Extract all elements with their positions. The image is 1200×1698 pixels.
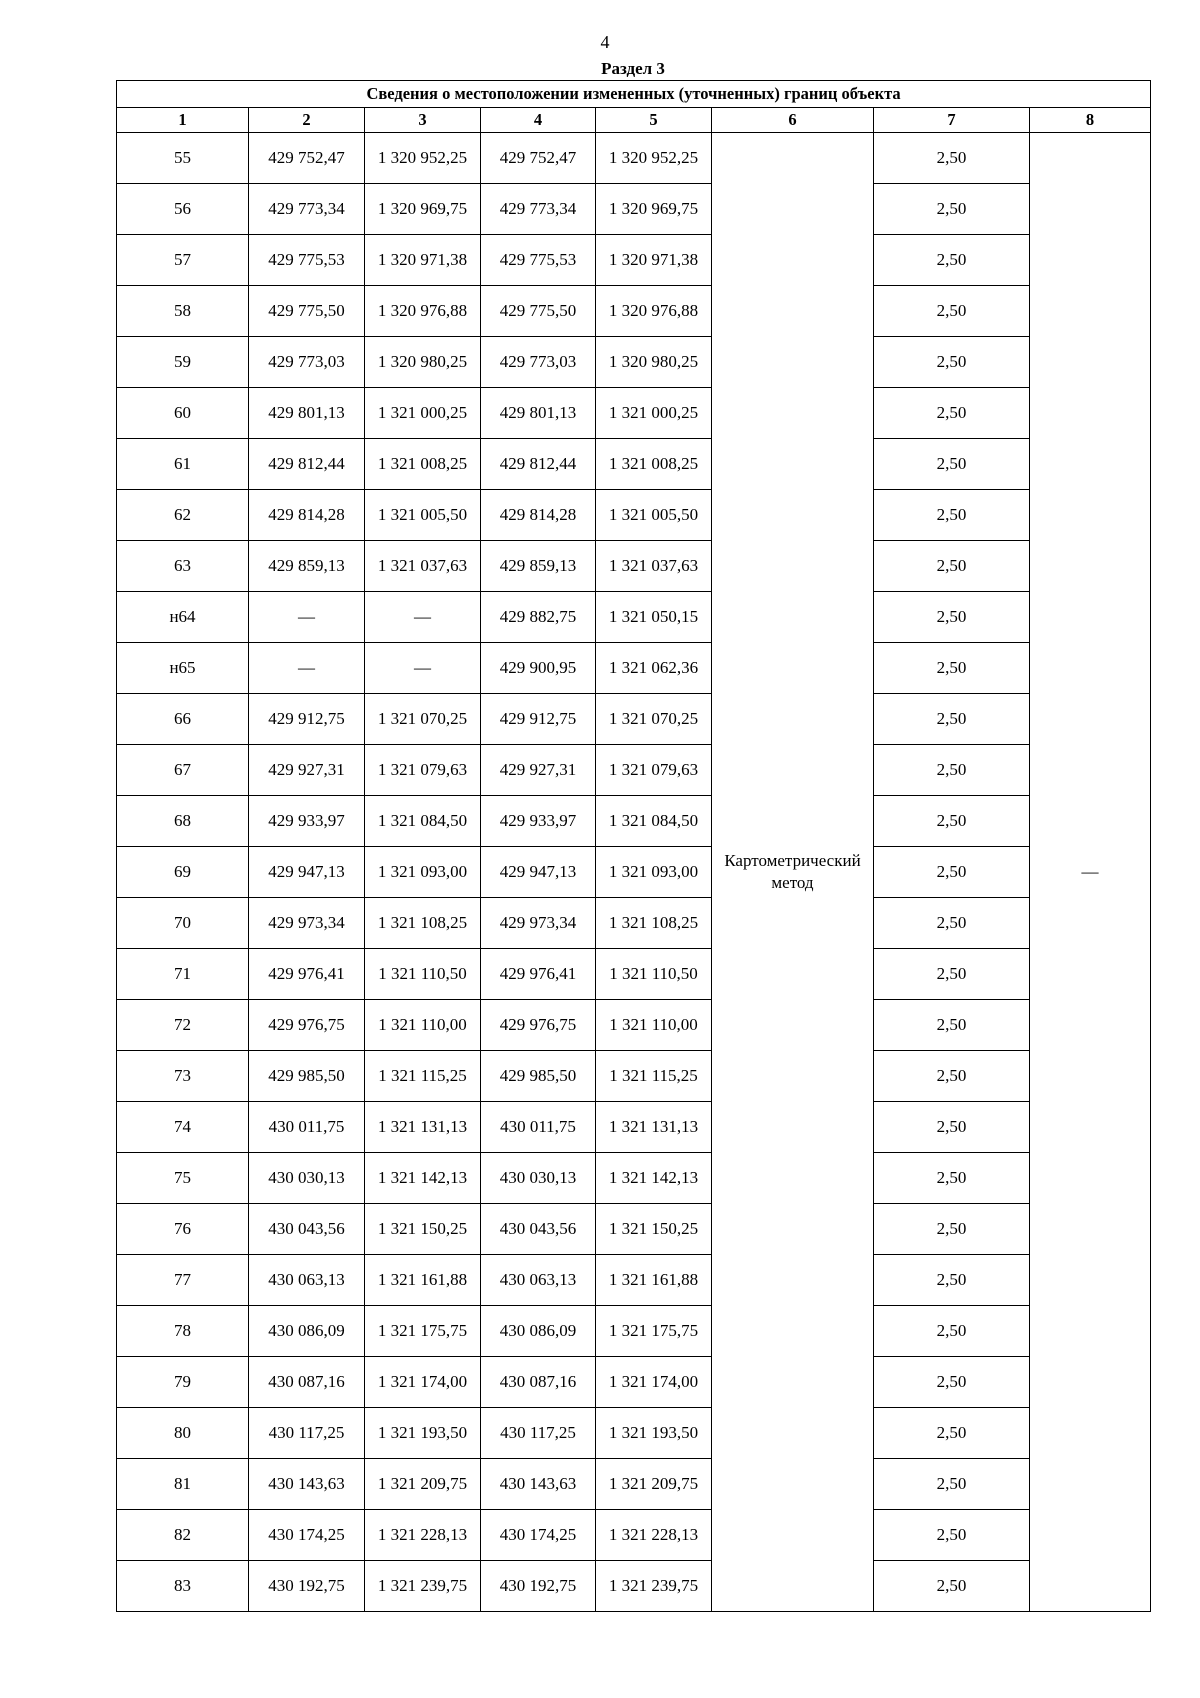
accuracy-cell: 2,50 [874, 1102, 1030, 1153]
new-y-cell: 1 321 115,25 [596, 1051, 712, 1102]
old-x-cell: 430 063,13 [249, 1255, 365, 1306]
point-number-cell: 70 [117, 898, 249, 949]
table-row [117, 694, 1151, 745]
old-y-cell: 1 321 000,25 [365, 388, 481, 439]
new-y-cell: 1 320 976,88 [596, 286, 712, 337]
accuracy-cell: 2,50 [874, 643, 1030, 694]
new-x-cell: 429 973,34 [481, 898, 596, 949]
column-number: 5 [596, 108, 712, 133]
old-x-cell: 430 192,75 [249, 1561, 365, 1612]
new-x-cell: 429 773,34 [481, 184, 596, 235]
accuracy-cell: 2,50 [874, 286, 1030, 337]
accuracy-cell: 2,50 [874, 133, 1030, 184]
point-number-cell: 71 [117, 949, 249, 1000]
new-y-cell: 1 321 093,00 [596, 847, 712, 898]
old-y-cell: 1 320 976,88 [365, 286, 481, 337]
accuracy-cell: 2,50 [874, 1204, 1030, 1255]
section-title: Раздел 3 [601, 59, 665, 78]
new-x-cell: 429 775,50 [481, 286, 596, 337]
new-y-cell: 1 321 037,63 [596, 541, 712, 592]
new-x-cell: 429 927,31 [481, 745, 596, 796]
point-number-cell: н65 [117, 643, 249, 694]
old-x-cell: 430 087,16 [249, 1357, 365, 1408]
accuracy-cell: 2,50 [874, 592, 1030, 643]
old-y-cell: 1 320 969,75 [365, 184, 481, 235]
new-x-cell: 429 814,28 [481, 490, 596, 541]
old-y-cell: 1 321 239,75 [365, 1561, 481, 1612]
new-x-cell: 429 976,75 [481, 1000, 596, 1051]
new-x-cell: 430 063,13 [481, 1255, 596, 1306]
table-row [117, 1561, 1151, 1612]
column-number: 6 [712, 108, 874, 133]
point-number-cell: 73 [117, 1051, 249, 1102]
new-y-cell: 1 321 150,25 [596, 1204, 712, 1255]
new-y-cell: 1 321 062,36 [596, 643, 712, 694]
old-x-cell: 430 011,75 [249, 1102, 365, 1153]
table-row [117, 1408, 1151, 1459]
old-y-cell: 1 321 175,75 [365, 1306, 481, 1357]
table-row [117, 541, 1151, 592]
accuracy-cell: 2,50 [874, 388, 1030, 439]
accuracy-cell: 2,50 [874, 1000, 1030, 1051]
accuracy-cell: 2,50 [874, 1459, 1030, 1510]
point-number-cell: 56 [117, 184, 249, 235]
old-y-cell: 1 321 005,50 [365, 490, 481, 541]
point-number-cell: 74 [117, 1102, 249, 1153]
table-row [117, 439, 1151, 490]
old-x-cell: 429 947,13 [249, 847, 365, 898]
new-y-cell: 1 321 142,13 [596, 1153, 712, 1204]
accuracy-cell: 2,50 [874, 541, 1030, 592]
accuracy-cell: 2,50 [874, 1357, 1030, 1408]
point-number-cell: 60 [117, 388, 249, 439]
old-y-cell: 1 321 174,00 [365, 1357, 481, 1408]
old-x-cell: 430 117,25 [249, 1408, 365, 1459]
table-caption: Сведения о местоположении измененных (уточненных) границ объекта [117, 81, 1151, 108]
point-number-cell: 75 [117, 1153, 249, 1204]
new-y-cell: 1 320 980,25 [596, 337, 712, 388]
point-number-cell: 68 [117, 796, 249, 847]
table-row [117, 592, 1151, 643]
accuracy-cell: 2,50 [874, 898, 1030, 949]
new-y-cell: 1 321 131,13 [596, 1102, 712, 1153]
new-x-cell: 429 933,97 [481, 796, 596, 847]
point-number-cell: 72 [117, 1000, 249, 1051]
accuracy-cell: 2,50 [874, 184, 1030, 235]
new-x-cell: 429 976,41 [481, 949, 596, 1000]
new-y-cell: 1 321 005,50 [596, 490, 712, 541]
accuracy-cell: 2,50 [874, 694, 1030, 745]
point-number-cell: 77 [117, 1255, 249, 1306]
new-y-cell: 1 321 108,25 [596, 898, 712, 949]
new-x-cell: 429 775,53 [481, 235, 596, 286]
new-x-cell: 430 087,16 [481, 1357, 596, 1408]
accuracy-cell: 2,50 [874, 439, 1030, 490]
new-y-cell: 1 321 174,00 [596, 1357, 712, 1408]
column-number: 3 [365, 108, 481, 133]
new-y-cell: 1 321 050,15 [596, 592, 712, 643]
new-x-cell: 429 859,13 [481, 541, 596, 592]
point-number-cell: 62 [117, 490, 249, 541]
point-number-cell: 83 [117, 1561, 249, 1612]
old-x-cell: 429 814,28 [249, 490, 365, 541]
old-x-cell: 430 043,56 [249, 1204, 365, 1255]
old-x-cell: 429 812,44 [249, 439, 365, 490]
table-row [117, 1051, 1151, 1102]
old-x-cell: 429 773,34 [249, 184, 365, 235]
new-x-cell: 430 192,75 [481, 1561, 596, 1612]
table-row [117, 1000, 1151, 1051]
accuracy-cell: 2,50 [874, 1408, 1030, 1459]
table-row [117, 235, 1151, 286]
old-y-cell: 1 321 070,25 [365, 694, 481, 745]
new-x-cell: 429 900,95 [481, 643, 596, 694]
old-x-cell: 429 976,75 [249, 1000, 365, 1051]
old-y-cell: 1 321 084,50 [365, 796, 481, 847]
new-y-cell: 1 321 070,25 [596, 694, 712, 745]
accuracy-cell: 2,50 [874, 1561, 1030, 1612]
table-row [117, 898, 1151, 949]
accuracy-cell: 2,50 [874, 1051, 1030, 1102]
new-x-cell: 429 947,13 [481, 847, 596, 898]
old-x-cell: — [249, 643, 365, 694]
table-row [117, 133, 1151, 184]
new-x-cell: 429 985,50 [481, 1051, 596, 1102]
page-number: 4 [600, 32, 610, 52]
table-row [117, 847, 1151, 898]
table-row [117, 949, 1151, 1000]
accuracy-cell: 2,50 [874, 235, 1030, 286]
old-x-cell: 429 773,03 [249, 337, 365, 388]
new-y-cell: 1 321 079,63 [596, 745, 712, 796]
new-x-cell: 430 143,63 [481, 1459, 596, 1510]
old-y-cell: 1 321 142,13 [365, 1153, 481, 1204]
new-x-cell: 430 043,56 [481, 1204, 596, 1255]
old-y-cell: 1 321 115,25 [365, 1051, 481, 1102]
table-row [117, 490, 1151, 541]
old-y-cell: 1 321 093,00 [365, 847, 481, 898]
new-y-cell: 1 321 228,13 [596, 1510, 712, 1561]
table-row [117, 1306, 1151, 1357]
table-row [117, 1510, 1151, 1561]
old-x-cell: 429 973,34 [249, 898, 365, 949]
old-x-cell: 429 985,50 [249, 1051, 365, 1102]
table-row [117, 286, 1151, 337]
old-x-cell: — [249, 592, 365, 643]
accuracy-cell: 2,50 [874, 949, 1030, 1000]
point-number-cell: 58 [117, 286, 249, 337]
table-body [117, 133, 1151, 1612]
new-y-cell: 1 321 008,25 [596, 439, 712, 490]
point-number-cell: 67 [117, 745, 249, 796]
accuracy-cell: 2,50 [874, 796, 1030, 847]
new-y-cell: 1 321 193,50 [596, 1408, 712, 1459]
new-y-cell: 1 320 971,38 [596, 235, 712, 286]
table-row [117, 184, 1151, 235]
old-y-cell: 1 321 209,75 [365, 1459, 481, 1510]
old-y-cell: 1 321 108,25 [365, 898, 481, 949]
table-row [117, 337, 1151, 388]
boundary-coordinates-table [116, 80, 1151, 1612]
old-y-cell: 1 321 193,50 [365, 1408, 481, 1459]
old-x-cell: 429 775,50 [249, 286, 365, 337]
old-y-cell: 1 321 079,63 [365, 745, 481, 796]
old-y-cell: 1 320 971,38 [365, 235, 481, 286]
new-x-cell: 430 030,13 [481, 1153, 596, 1204]
old-x-cell: 429 976,41 [249, 949, 365, 1000]
old-x-cell: 429 927,31 [249, 745, 365, 796]
old-y-cell: 1 321 228,13 [365, 1510, 481, 1561]
old-y-cell: 1 320 952,25 [365, 133, 481, 184]
old-x-cell: 429 775,53 [249, 235, 365, 286]
old-y-cell: 1 321 110,00 [365, 1000, 481, 1051]
new-x-cell: 429 812,44 [481, 439, 596, 490]
new-y-cell: 1 321 110,00 [596, 1000, 712, 1051]
new-x-cell: 429 752,47 [481, 133, 596, 184]
new-y-cell: 1 321 000,25 [596, 388, 712, 439]
accuracy-cell: 2,50 [874, 1255, 1030, 1306]
accuracy-cell: 2,50 [874, 745, 1030, 796]
old-y-cell: 1 321 131,13 [365, 1102, 481, 1153]
point-number-cell: 57 [117, 235, 249, 286]
old-x-cell: 429 801,13 [249, 388, 365, 439]
column-number: 1 [117, 108, 249, 133]
point-number-cell: 76 [117, 1204, 249, 1255]
new-y-cell: 1 321 084,50 [596, 796, 712, 847]
point-number-cell: 82 [117, 1510, 249, 1561]
accuracy-cell: 2,50 [874, 337, 1030, 388]
new-x-cell: 429 882,75 [481, 592, 596, 643]
table-row [117, 796, 1151, 847]
new-x-cell: 429 801,13 [481, 388, 596, 439]
column-number: 4 [481, 108, 596, 133]
table-row [117, 1357, 1151, 1408]
table-row [117, 1102, 1151, 1153]
old-x-cell: 430 030,13 [249, 1153, 365, 1204]
point-number-cell: 81 [117, 1459, 249, 1510]
new-y-cell: 1 321 239,75 [596, 1561, 712, 1612]
column-number: 7 [874, 108, 1030, 133]
old-y-cell: 1 320 980,25 [365, 337, 481, 388]
new-x-cell: 429 773,03 [481, 337, 596, 388]
accuracy-cell: 2,50 [874, 847, 1030, 898]
point-number-cell: 79 [117, 1357, 249, 1408]
point-number-cell: 59 [117, 337, 249, 388]
point-number-cell: 78 [117, 1306, 249, 1357]
old-x-cell: 429 933,97 [249, 796, 365, 847]
column8-cell: — [1030, 133, 1151, 1612]
old-y-cell: 1 321 037,63 [365, 541, 481, 592]
new-x-cell: 430 174,25 [481, 1510, 596, 1561]
point-number-cell: 66 [117, 694, 249, 745]
new-x-cell: 430 011,75 [481, 1102, 596, 1153]
point-number-cell: 63 [117, 541, 249, 592]
point-number-cell: н64 [117, 592, 249, 643]
new-y-cell: 1 321 110,50 [596, 949, 712, 1000]
table-row [117, 388, 1151, 439]
point-number-cell: 69 [117, 847, 249, 898]
new-y-cell: 1 321 175,75 [596, 1306, 712, 1357]
accuracy-cell: 2,50 [874, 490, 1030, 541]
table-row [117, 1459, 1151, 1510]
new-y-cell: 1 320 969,75 [596, 184, 712, 235]
old-x-cell: 429 859,13 [249, 541, 365, 592]
column-number: 2 [249, 108, 365, 133]
old-x-cell: 430 174,25 [249, 1510, 365, 1561]
accuracy-cell: 2,50 [874, 1306, 1030, 1357]
point-number-cell: 61 [117, 439, 249, 490]
new-x-cell: 430 117,25 [481, 1408, 596, 1459]
old-y-cell: 1 321 008,25 [365, 439, 481, 490]
old-y-cell: 1 321 161,88 [365, 1255, 481, 1306]
table-row [117, 745, 1151, 796]
point-number-cell: 80 [117, 1408, 249, 1459]
new-x-cell: 430 086,09 [481, 1306, 596, 1357]
new-y-cell: 1 320 952,25 [596, 133, 712, 184]
old-y-cell: — [365, 643, 481, 694]
method-cell: Картометрический метод [712, 133, 874, 1612]
accuracy-cell: 2,50 [874, 1510, 1030, 1561]
column-number-row [117, 108, 1151, 133]
column-number: 8 [1030, 108, 1151, 133]
new-x-cell: 429 912,75 [481, 694, 596, 745]
old-x-cell: 429 752,47 [249, 133, 365, 184]
table-row [117, 1255, 1151, 1306]
new-y-cell: 1 321 209,75 [596, 1459, 712, 1510]
old-y-cell: 1 321 150,25 [365, 1204, 481, 1255]
old-y-cell: 1 321 110,50 [365, 949, 481, 1000]
table-row [117, 643, 1151, 694]
old-y-cell: — [365, 592, 481, 643]
old-x-cell: 430 143,63 [249, 1459, 365, 1510]
table-row [117, 1153, 1151, 1204]
accuracy-cell: 2,50 [874, 1153, 1030, 1204]
old-x-cell: 430 086,09 [249, 1306, 365, 1357]
old-x-cell: 429 912,75 [249, 694, 365, 745]
table-row [117, 1204, 1151, 1255]
new-y-cell: 1 321 161,88 [596, 1255, 712, 1306]
point-number-cell: 55 [117, 133, 249, 184]
